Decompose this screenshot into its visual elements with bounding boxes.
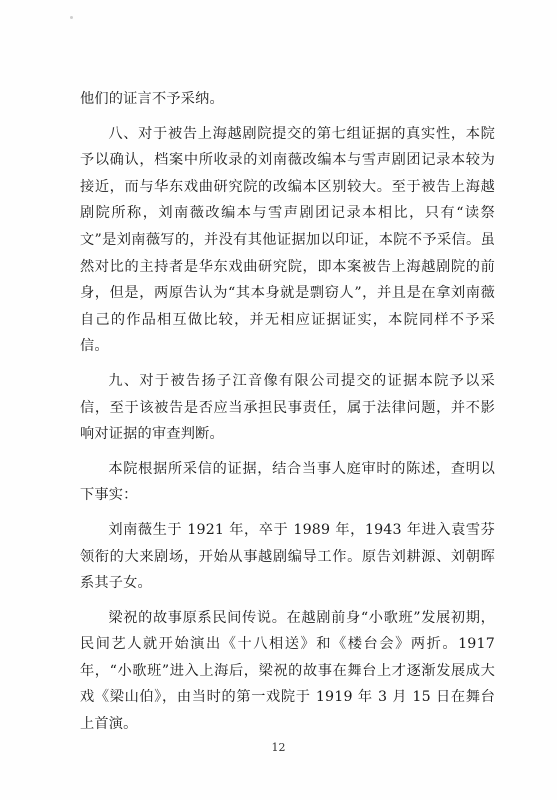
paragraph-liangzhu-history: 梁祝的故事原系民间传说。在越剧前身“小歌班”发展初期，民间艺人就开始演出《十八相送》和《楼台会》两折。1917 年，“小歌班”进入上海后，梁祝的故事在舞台上才逐渐发展成大戏《梁山伯》，由当时的第一戏院于 1919 年 3 月 15 日在舞台上首演。 — [80, 609, 495, 733]
paragraph-item-eight: 八、对于被告上海越剧院提交的第七组证据的真实性，本院予以确认，档案中所收录的刘南薇改编本与雪声剧团记录本较为接近，而与华东戏曲研究院的改编本区别较大。至于被告上海越剧院所称，刘南薇改编本与雪声剧团记录本相比，只有“读祭文”是刘南薇写的，并没有其他证据加以印证，本院不予采信。虽然对比的主持者是华东戏曲研究院，即本案被告上海越剧院的前身，但是，两原告认为“其本身就是剽窃人”，并且是在拿刘南薇自己的作品相互做比较，并无相应证据证实，本院同样不予采信。 — [80, 125, 495, 355]
paragraph-continuation: 他们的证言不予采纳。 — [80, 91, 224, 107]
paragraph-item-nine: 九、对于被告扬子江音像有限公司提交的证据本院予以采信，至于该被告是否应当承担民事责任，属于法律问题，并不影响对证据的审查判断。 — [80, 372, 495, 443]
document-body — [80, 86, 495, 738]
scan-dot — [70, 16, 73, 19]
paragraph-findings-intro: 本院根据所采信的证据，结合当事人庭审时的陈述，查明以下事实： — [80, 460, 495, 504]
paragraph-liu-nanwei-bio: 刘南薇生于 1921 年，卒于 1989 年，1943 年进入袁雪芬领衔的大来剧场，开始从事越剧编导工作。原告刘耕源、刘朝晖系其子女。 — [80, 521, 495, 592]
page-number: 12 — [271, 741, 286, 754]
